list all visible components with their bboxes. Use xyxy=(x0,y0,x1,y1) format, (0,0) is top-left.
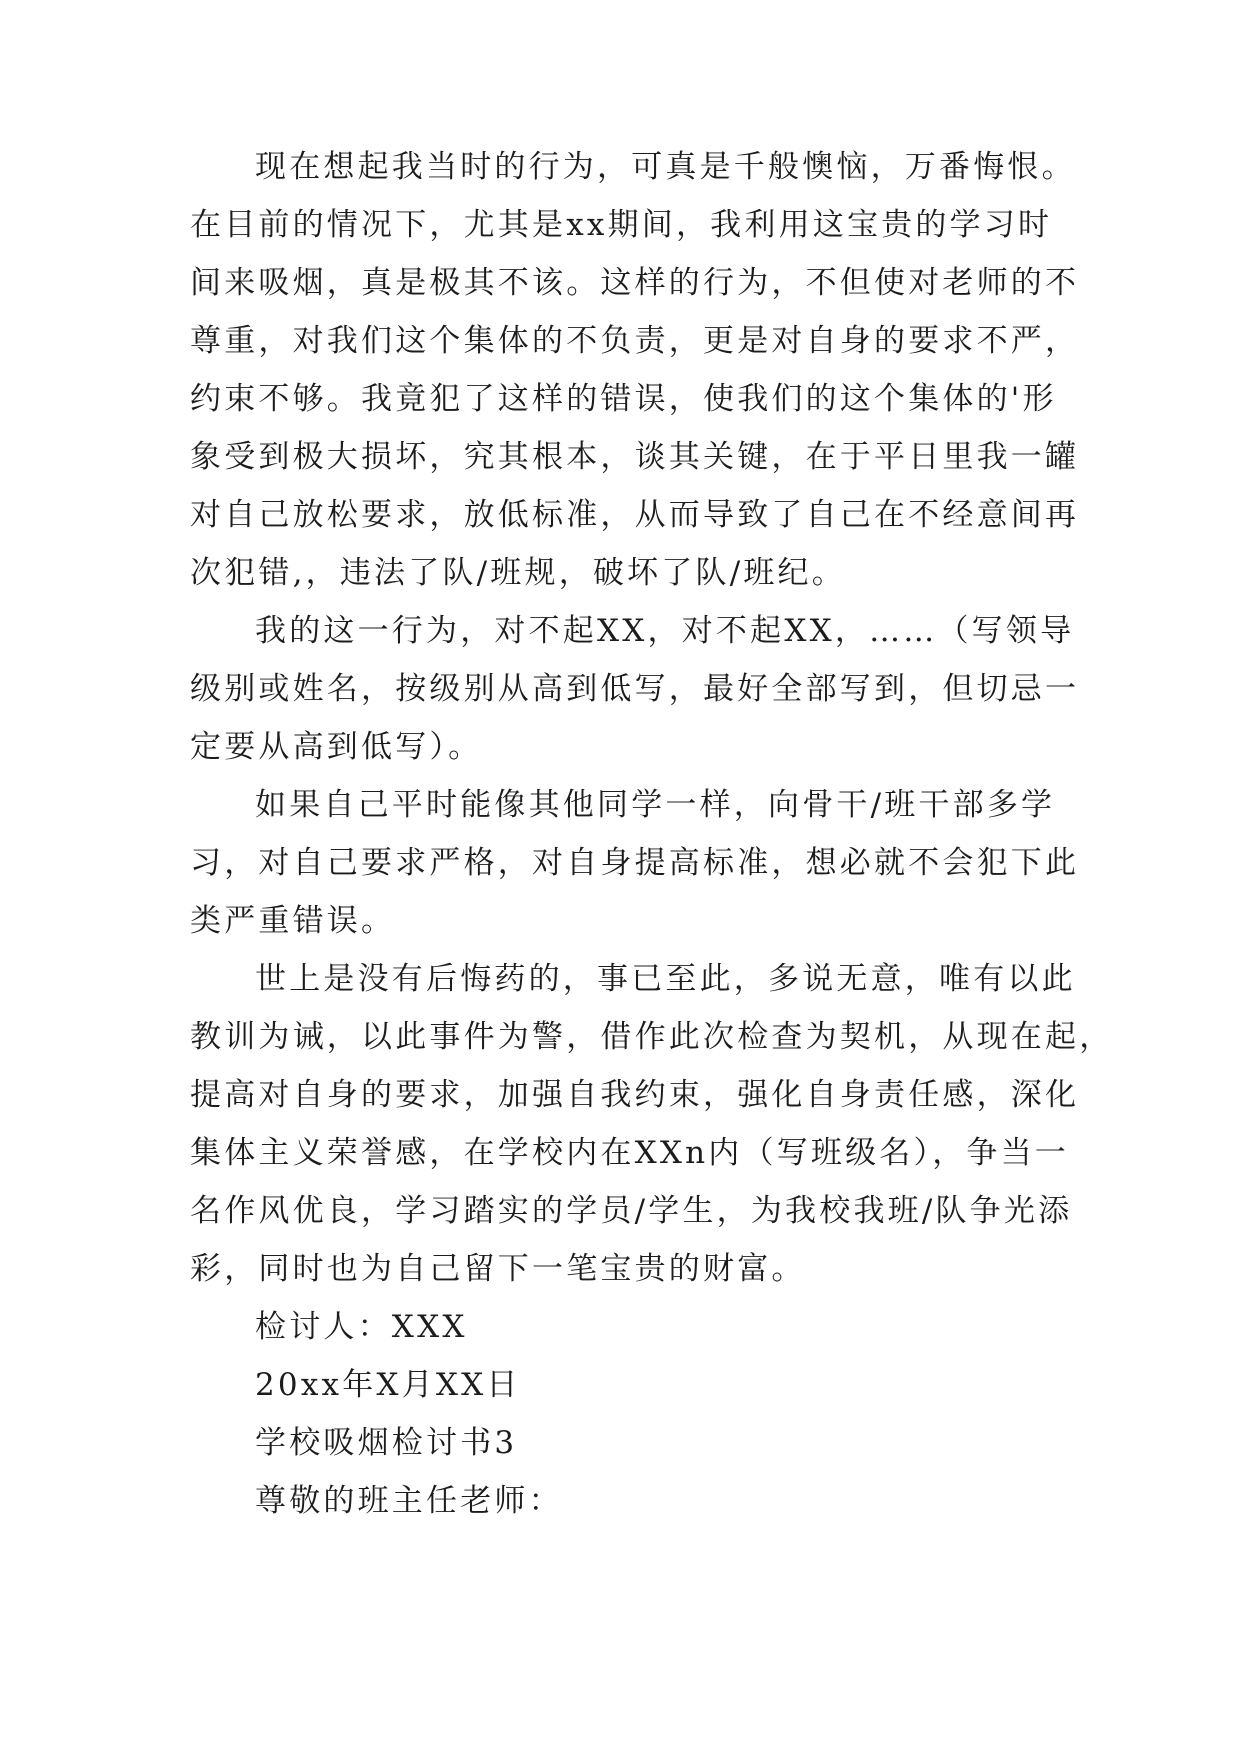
signature-date: 20xx年X月XX日 xyxy=(255,1367,521,1403)
section-title: 学校吸烟检讨书3 xyxy=(255,1425,518,1461)
paragraph-2-line-3: 定要从高到低写）。 xyxy=(190,729,483,765)
paragraph-4-line-6: 彩，同时也为自己留下一笔宝贵的财富。 xyxy=(190,1251,806,1287)
paragraph-3-line-1: 如果自己平时能像其他同学一样，向骨干/班干部多学 xyxy=(255,787,1056,823)
paragraph-1-line-4: 尊重，对我们这个集体的不负责，更是对自身的要求不严， xyxy=(190,323,1080,359)
signature-author: 检讨人：XXX xyxy=(255,1309,468,1345)
paragraph-4-line-1: 世上是没有后悔药的，事已至此，多说无意，唯有以此 xyxy=(255,961,1076,997)
paragraph-4-line-3: 提高对自身的要求，加强自我约束，强化自身责任感，深化 xyxy=(190,1077,1080,1113)
paragraph-4-line-5: 名作风优良，学习踏实的学员/学生，为我校我班/队争光添 xyxy=(190,1193,1073,1229)
paragraph-1-line-1: 现在想起我当时的行为，可真是千般懊恼，万番悔恨。 xyxy=(255,149,1076,185)
paragraph-3-line-2: 习，对自己要求严格，对自身提高标准，想必就不会犯下此 xyxy=(190,845,1080,881)
paragraph-2-line-2: 级别或姓名，按级别从高到低写，最好全部写到，但切忌一 xyxy=(190,671,1080,707)
paragraph-1-line-7: 对自己放松要求，放低标准，从而导致了自己在不经意间再 xyxy=(190,497,1080,533)
paragraph-4-line-4: 集体主义荣誉感，在学校内在XXn内（写班级名），争当一 xyxy=(190,1135,1070,1171)
paragraph-1-line-6: 象受到极大损坏，究其根本，谈其关键，在于平日里我一罐 xyxy=(190,439,1080,475)
paragraph-4-line-2: 教训为诫，以此事件为警，借作此次检查为契机，从现在起， xyxy=(190,1019,1114,1055)
paragraph-1-line-8: 次犯错,，违法了队/班规，破坏了队/班纪。 xyxy=(190,555,846,591)
paragraph-1-line-2: 在目前的情况下，尤其是xx期间，我利用这宝贵的学习时 xyxy=(190,207,1053,243)
paragraph-2-line-1: 我的这一行为，对不起XX，对不起XX，……（写领导 xyxy=(255,613,1075,649)
paragraph-3-line-3: 类严重错误。 xyxy=(190,903,396,939)
salutation: 尊敬的班主任老师： xyxy=(255,1483,563,1519)
paragraph-1-line-3: 间来吸烟，真是极其不该。这样的行为，不但使对老师的不 xyxy=(190,265,1080,301)
paragraph-1-line-5: 约束不够。我竟犯了这样的错误，使我们的这个集体的'形 xyxy=(190,381,1057,417)
